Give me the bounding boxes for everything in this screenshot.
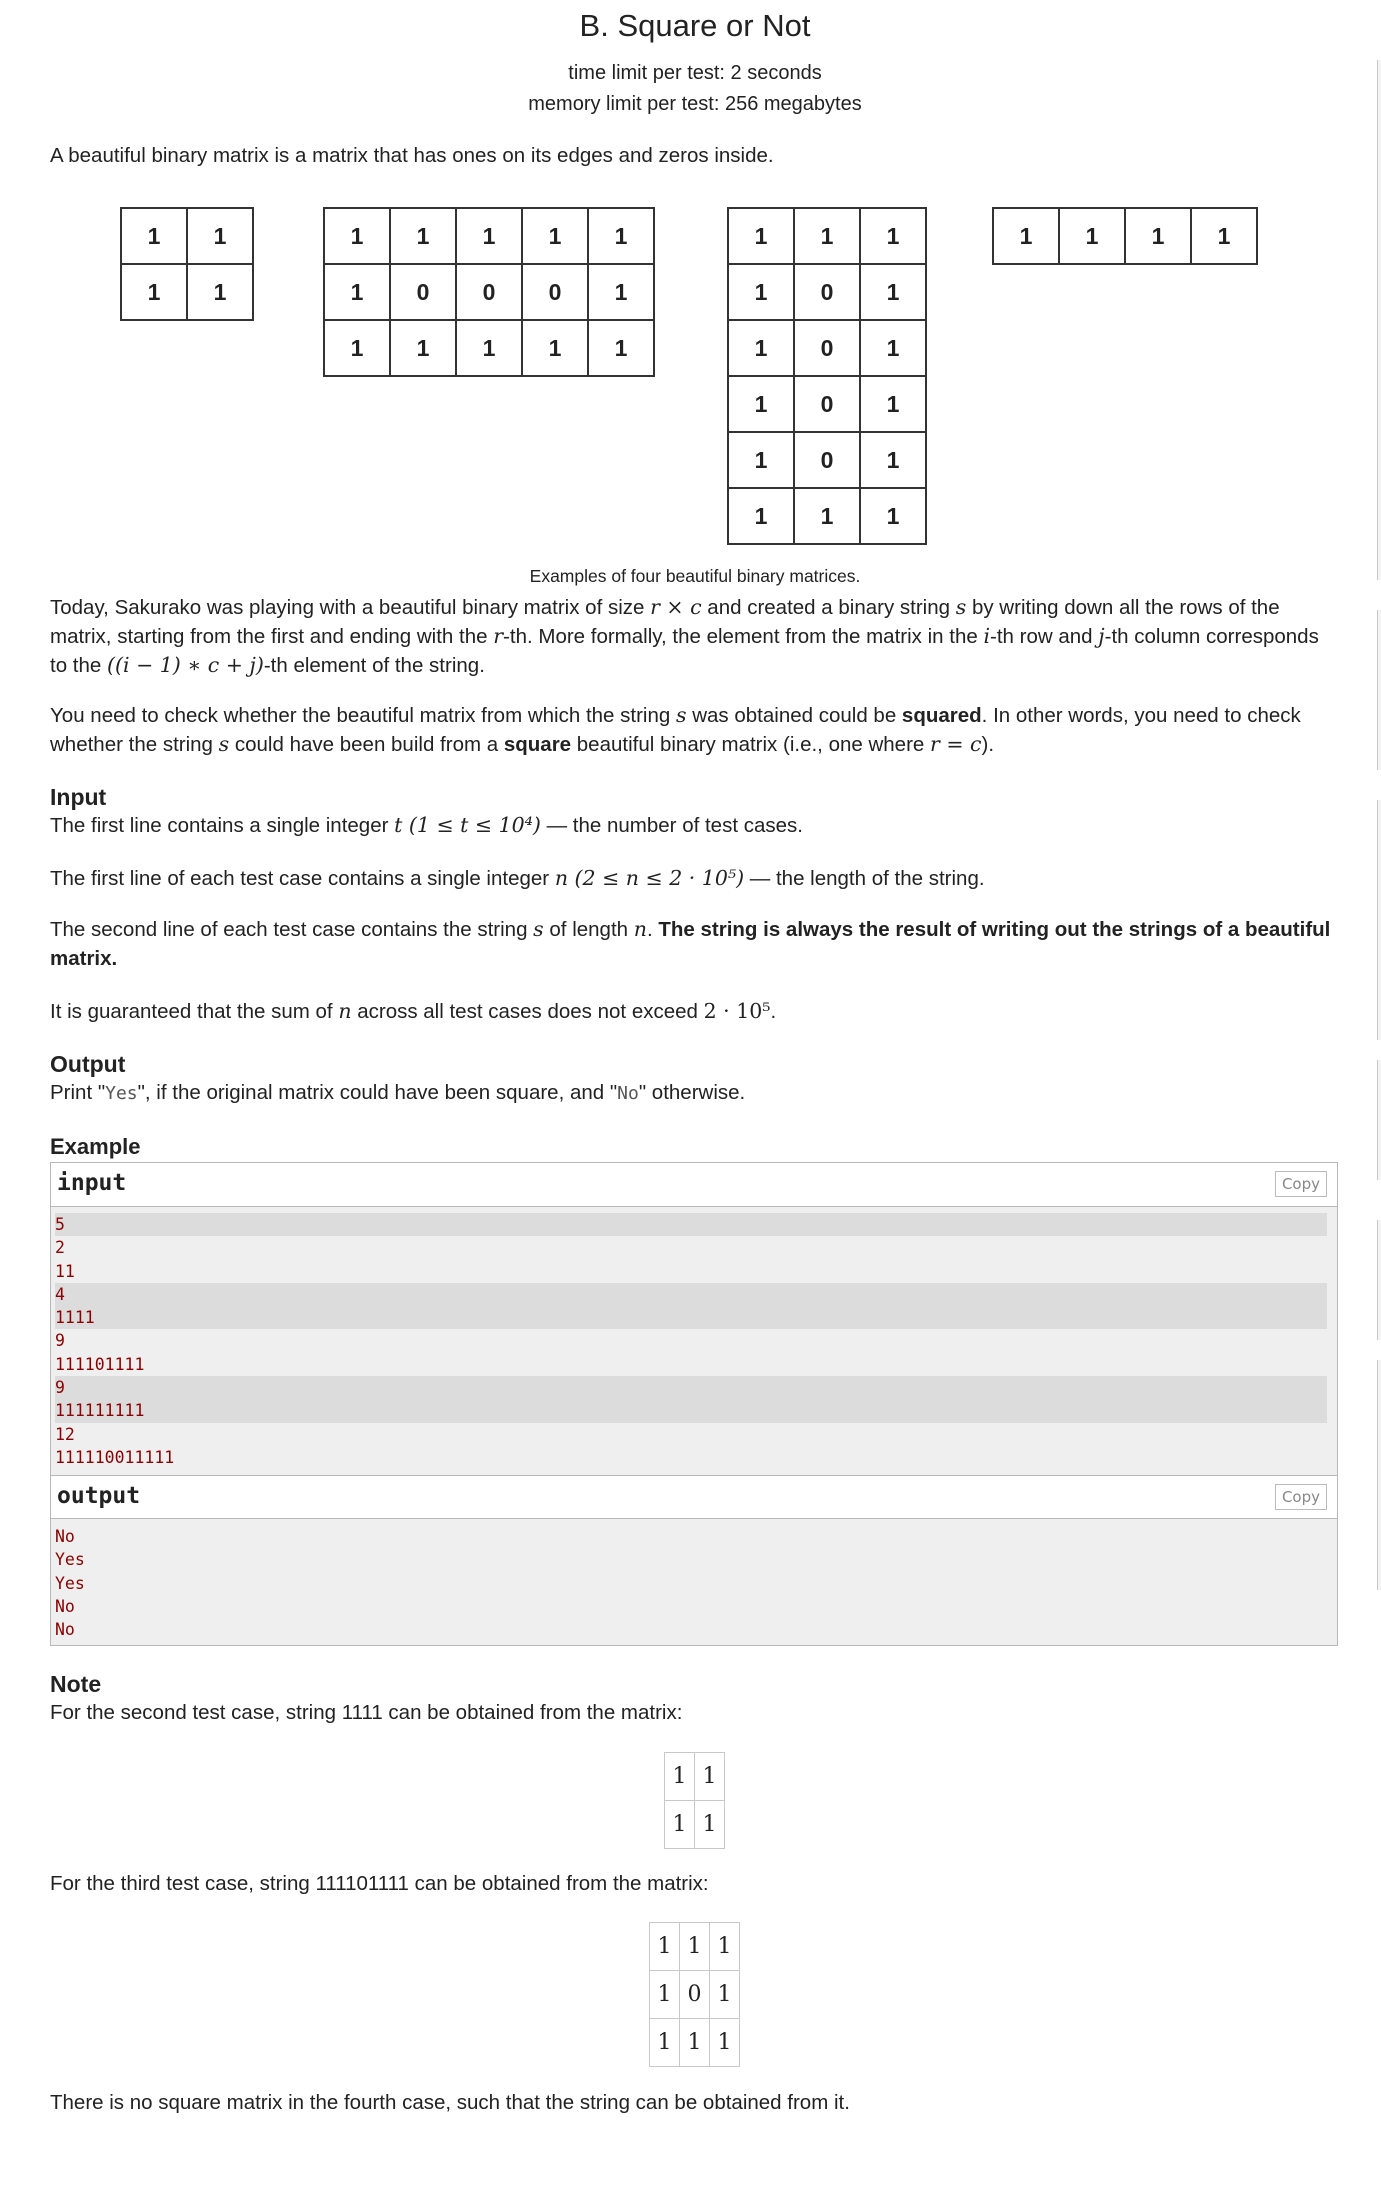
matrix-cell: 0 <box>680 1971 710 2019</box>
matrix-cell: 1 <box>121 264 187 320</box>
matrix-cell: 1 <box>121 208 187 264</box>
matrix-cell: 1 <box>860 208 926 264</box>
note-text-4: There is no square matrix in the fourth case, such that the string can be obtained from it. <box>50 2091 850 2114</box>
matrix-cell: 1 <box>710 1971 740 2019</box>
matrix-cell: 0 <box>794 320 860 376</box>
statement-paragraph-2: You need to check whether the beautiful matrix from which the string s was obtained could be squared. In other words, you need to check whether the string s could have been build from a square beautiful binary matrix (i.e., one where r = c). <box>50 703 1301 756</box>
time-limit: time limit per test: 2 seconds <box>568 62 822 84</box>
sidebar-edge <box>1377 800 1381 1040</box>
matrix-cell: 1 <box>728 432 794 488</box>
matrix-row <box>324 208 654 264</box>
matrix-cell: 1 <box>324 208 390 264</box>
matrix-cell: 1 <box>588 264 654 320</box>
example-box <box>50 1162 1338 1646</box>
output-line: Yes <box>55 1550 85 1570</box>
matrix-cell: 0 <box>522 264 588 320</box>
matrix-cell: 1 <box>665 1801 695 1849</box>
matrix-cell: 1 <box>522 320 588 376</box>
intro-text: A beautiful binary matrix is a matrix that has ones on its edges and zeros inside. <box>50 144 774 167</box>
limits <box>50 58 1340 120</box>
output-label: output <box>57 1483 141 1509</box>
matrix-cell: 1 <box>860 376 926 432</box>
matrix-row <box>665 1753 725 1801</box>
matrix-cell: 1 <box>650 1923 680 1971</box>
output-description: Print "Yes", if the original matrix could have been square, and "No" otherwise. <box>50 1081 746 1104</box>
input-line: 111111111 <box>55 1399 1327 1422</box>
note-matrix-2 <box>664 1752 725 1849</box>
matrix-cell: 1 <box>1191 208 1257 264</box>
matrix-row <box>728 320 926 376</box>
matrix-cell: 1 <box>324 264 390 320</box>
output-line: Yes <box>55 1573 85 1593</box>
matrix-cell: 1 <box>993 208 1059 264</box>
input-line-4: It is guaranteed that the sum of n across all test cases does not exceed 2 · 10⁵. <box>50 999 777 1023</box>
matrix-cell: 1 <box>187 264 253 320</box>
matrix-row <box>728 432 926 488</box>
matrix-cell: 0 <box>794 376 860 432</box>
output-line: No <box>55 1596 75 1616</box>
matrix-cell: 1 <box>390 208 456 264</box>
sidebar-edge <box>1377 610 1381 770</box>
output-line: No <box>55 1620 75 1640</box>
input-line: 2 <box>55 1238 65 1258</box>
matrix-cell: 0 <box>794 432 860 488</box>
matrix-cell: 1 <box>728 208 794 264</box>
note-text-3: For the third test case, string 111101111 can be obtained from the matrix: <box>50 1872 709 1895</box>
figure-matrix-4 <box>992 207 1258 265</box>
input-line: 111110011111 <box>55 1447 175 1467</box>
matrix-cell: 1 <box>187 208 253 264</box>
copy-output-button[interactable]: Copy <box>1275 1484 1327 1510</box>
input-line: 9 <box>55 1376 1327 1399</box>
matrix-cell: 1 <box>728 376 794 432</box>
matrix-cell: 1 <box>860 488 926 544</box>
matrix-row <box>993 208 1257 264</box>
matrix-cell: 1 <box>456 320 522 376</box>
example-output-header <box>51 1475 1337 1519</box>
matrix-row <box>650 2019 740 2067</box>
matrix-row <box>665 1801 725 1849</box>
input-section-title: Input <box>50 784 107 810</box>
input-line: 111101111 <box>55 1354 145 1374</box>
note-text-2: For the second test case, string 1111 can be obtained from the matrix: <box>50 1701 683 1724</box>
matrix-cell: 1 <box>324 320 390 376</box>
matrix-row <box>728 264 926 320</box>
input-line: 5 <box>55 1213 1327 1236</box>
input-line: 4 <box>55 1283 1327 1306</box>
output-section-title: Output <box>50 1051 126 1077</box>
output-line: No <box>55 1527 75 1546</box>
input-line: 9 <box>55 1331 65 1351</box>
matrix-cell: 1 <box>860 264 926 320</box>
figure-matrix-2 <box>323 207 655 377</box>
matrix-cell: 1 <box>860 432 926 488</box>
example-input-header <box>51 1163 1337 1207</box>
matrix-cell: 1 <box>728 320 794 376</box>
matrix-cell: 0 <box>456 264 522 320</box>
example-input-code[interactable] <box>51 1207 1337 1475</box>
input-line: 1111 <box>55 1306 1327 1329</box>
problem-title: B. Square or Not <box>579 8 811 43</box>
sidebar-edge <box>1377 1220 1381 1340</box>
matrix-cell: 1 <box>588 208 654 264</box>
matrix-cell: 1 <box>728 488 794 544</box>
copy-input-button[interactable]: Copy <box>1275 1171 1327 1197</box>
memory-limit: memory limit per test: 256 megabytes <box>528 93 862 115</box>
matrix-cell: 1 <box>522 208 588 264</box>
matrix-row <box>650 1923 740 1971</box>
figure-matrix-3 <box>727 207 927 545</box>
figure-caption: Examples of four beautiful binary matrices. <box>529 566 861 586</box>
input-line-2: The first line of each test case contains a single integer n (2 ≤ n ≤ 2 · 10⁵) — the length of the string. <box>50 866 985 890</box>
input-line-1: The first line contains a single integer t (1 ≤ t ≤ 10⁴) — the number of test cases. <box>50 813 803 837</box>
matrix-cell: 1 <box>794 208 860 264</box>
matrix-cell: 1 <box>794 488 860 544</box>
matrix-cell: 1 <box>390 320 456 376</box>
matrix-cell: 1 <box>1059 208 1125 264</box>
matrix-row <box>121 264 253 320</box>
note-title: Note <box>50 1671 102 1697</box>
matrix-cell: 1 <box>728 264 794 320</box>
sidebar-edge <box>1377 1060 1381 1180</box>
input-line-3: The second line of each test case contains the string s of length n. The string is always the result of writing out the strings of a beautiful matrix. <box>50 917 1331 970</box>
example-title: Example <box>50 1134 141 1159</box>
matrix-cell: 1 <box>695 1753 725 1801</box>
matrix-row <box>324 264 654 320</box>
matrix-cell: 1 <box>680 1923 710 1971</box>
matrix-cell: 0 <box>390 264 456 320</box>
matrix-row <box>121 208 253 264</box>
example-output-code[interactable] <box>51 1519 1337 1649</box>
input-label: input <box>57 1170 127 1196</box>
matrix-cell: 1 <box>456 208 522 264</box>
matrix-row <box>650 1971 740 2019</box>
matrix-cell: 1 <box>860 320 926 376</box>
matrix-cell: 1 <box>710 1923 740 1971</box>
note-matrix-3 <box>649 1922 740 2067</box>
matrix-cell: 1 <box>650 2019 680 2067</box>
matrix-cell: 1 <box>680 2019 710 2067</box>
matrix-cell: 1 <box>588 320 654 376</box>
matrix-cell: 1 <box>665 1753 695 1801</box>
sidebar-edge <box>1377 60 1381 580</box>
matrix-cell: 0 <box>794 264 860 320</box>
matrix-cell: 1 <box>1125 208 1191 264</box>
matrix-row <box>728 208 926 264</box>
matrix-row <box>728 488 926 544</box>
matrix-cell: 1 <box>695 1801 725 1849</box>
matrix-cell: 1 <box>710 2019 740 2067</box>
sidebar-edge <box>1377 1360 1381 1590</box>
matrix-cell: 1 <box>650 1971 680 2019</box>
statement-paragraph-1: Today, Sakurako was playing with a beautiful binary matrix of size r × c and created a binary string s by writing down all the rows of the matrix, starting from the first and ending with the r-th. More formally, the element from the matrix in the i-th row and j-th column corresponds to the ((i − 1) ∗ c + j)-th element of the string. <box>50 595 1319 677</box>
input-line: 12 <box>55 1424 75 1444</box>
matrix-row <box>728 376 926 432</box>
matrix-row <box>324 320 654 376</box>
problem-statement <box>50 0 1340 2114</box>
figure-matrix-1 <box>120 207 254 321</box>
input-line: 11 <box>55 1261 75 1281</box>
